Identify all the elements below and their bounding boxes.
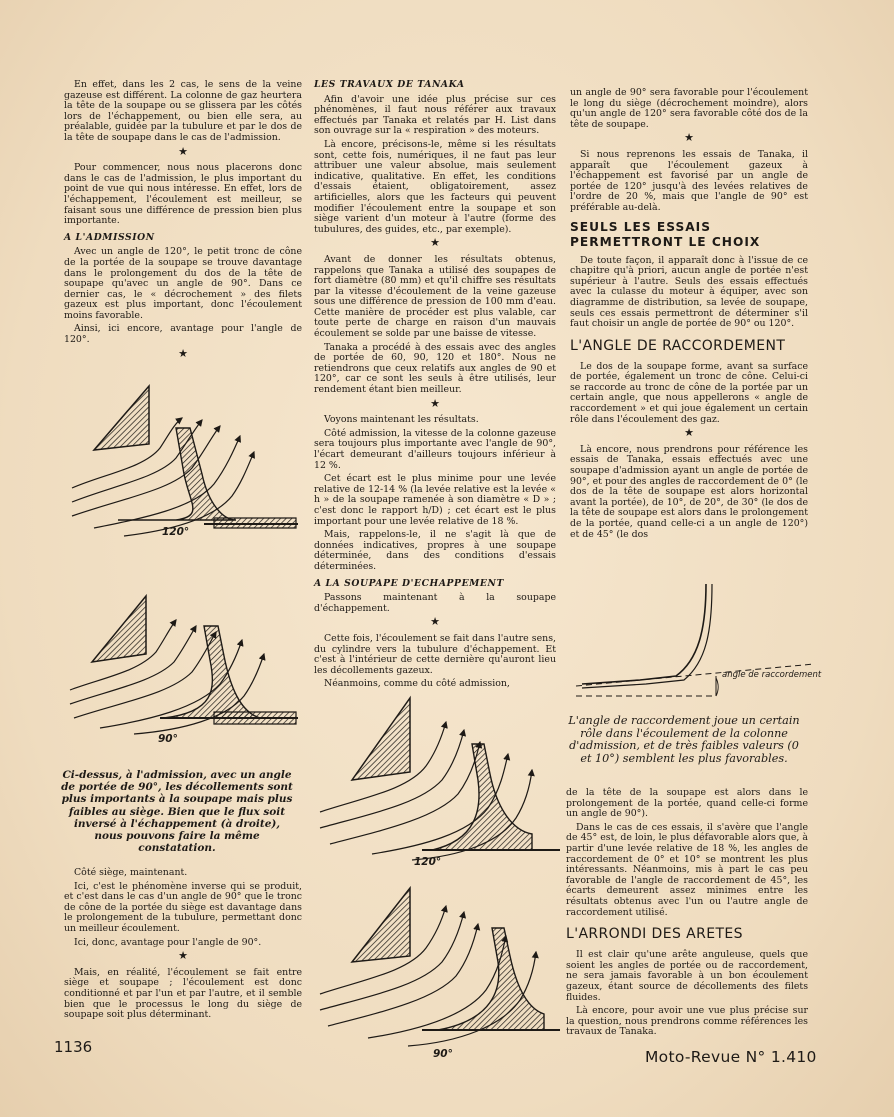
figure-admission-90	[64, 586, 300, 738]
figure-caption-left: Ci-dessus, à l'admission, avec un angle de portée de 90°, les décollements sont plus importants à la soupape mais plus faibles au siège. Bien que le flux soit inversé à l'échappement (à droite), nous pouvons faire la même constatation.	[61, 769, 293, 855]
paragraph: Dans le cas de ces essais, il s'avère que l'angle de 45° est, de loin, le plus défavorable alors que, à partir d'une levée relative de 18 %, les angles de raccordement de 0° et 10° se montrent les plus intéressants. Néanmoins, mis à part le cas peu favorable de l'angle de raccordement de 45°, les écarts demeurent assez minimes entre les résultats obtenus avec l'un ou l'autre angle de raccordement utilisé.	[566, 821, 808, 918]
star-separator: ★	[178, 949, 188, 963]
paragraph: Ici, c'est le phénomène inverse qui se produit, et c'est dans le cas d'un angle de 90° que le tronc de cône de la portée du siège est davantage dans le prolongement de la tubulure, permettant donc un meilleur écoulement.	[64, 880, 302, 934]
figure-label-exhaust-120: 120°	[414, 856, 442, 868]
column-middle	[314, 80, 556, 693]
paragraph: Avant de donner les résultats obtenus, rappelons que Tanaka a utilisé des soupapes de fort diamètre (80 mm) et qu'il chiffre ses résultats par la vitesse d'écoulement de la veine gazeuse sous une différence de pression de 100 mm d'eau. Cette manière de procéder est plus valable, car toute perte de charge en raison d'un mauvais écoulement se solde par une baisse de vitesse.	[314, 253, 556, 340]
star-separator: ★	[178, 144, 188, 158]
paragraph: Il est clair qu'une arête anguleuse, quels que soient les angles de portée ou de raccordement, ne sera jamais favorable à un bon écoulement gazeux, étant source de décollements des filets fluides.	[566, 949, 808, 1003]
paragraph: Côté siège, maintenant.	[74, 867, 188, 878]
paragraph: De toute façon, il apparaît donc à l'issue de ce chapitre qu'à priori, aucun angle de portée n'est supérieur à l'autre. Seuls des essais effectués avec la culasse du moteur à équiper, avec son diagramme de distribution, sa levée de soupape, seuls ces essais permettront de déterminer s'il faut choisir un angle de portée de 90° ou 120°.	[570, 254, 808, 330]
figure-label-120: 120°	[162, 526, 190, 538]
paragraph: Mais, en réalité, l'écoulement se fait entre siège et soupape ; l'écoulement est donc conditionné et par l'un et par l'autre, et il semble bien que le processus le long du siège de soupape soit plus déterminant.	[64, 966, 302, 1021]
figure-label-raccordement: angle de raccordement	[722, 670, 822, 680]
heading-seuls-les-essais: SEULS LES ESSAIS PERMETTRONT LE CHOIX	[570, 219, 761, 249]
paragraph: Là encore, précisons-le, même si les résultats sont, cette fois, numériques, il ne faut pas leur attribuer une valeur absolue, mais seulement indicative, qualitative. En effet, les conditions d'essais étaient, obligatoirement, assez artificielles, alors que les facteurs qui peuvent modifier l'écoulement entre la soupape et son siège varient d'un moteur à l'autre (forme des tubulures, des guides, etc., par exemple).	[314, 138, 556, 235]
heading-arrondi-des-aretes: L'ARRONDI DES ARETES	[566, 926, 743, 943]
figure-label-90: 90°	[158, 733, 178, 745]
column-right	[570, 88, 808, 543]
paragraph: En effet, dans les 2 cas, le sens de la veine gazeuse est différent. La colonne de gaz heurtera la tête de la soupape ou se glissera par les côtés lors de l'échappement, ou bien elle sera, au préalable, guidée par la tubulure et par le dos de la tête de soupape dans le cas de l'admission.	[64, 79, 302, 143]
paragraph: Là encore, pour avoir une vue plus précise sur la question, nous prendrons comme références les travaux de Tanaka.	[566, 1005, 808, 1038]
paragraph: Cette fois, l'écoulement se fait dans l'autre sens, du cylindre vers la tubulure d'échappement. Et c'est à l'intérieur de cette dernière qu'auront lieu les décollements gazeux.	[314, 632, 556, 676]
figure-exhaust-120	[312, 694, 562, 862]
section-heading-echappement: A LA SOUPAPE D'ECHAPPEMENT	[314, 577, 504, 589]
figure-exhaust-90	[312, 880, 562, 1050]
star-separator: ★	[430, 615, 440, 629]
section-heading-tanaka: LES TRAVAUX DE TANAKA	[314, 79, 465, 90]
figure-admission-120	[64, 378, 300, 544]
column-right-lower	[566, 788, 808, 1041]
paragraph: Voyons maintenant les résultats.	[324, 414, 479, 426]
paragraph: Côté admission, la vitesse de la colonne gazeuse sera toujours plus importante avec l'angle de 90°, l'écart demeurant d'ailleurs toujours inférieur à 12 %.	[314, 427, 556, 471]
star-separator: ★	[178, 346, 188, 360]
paragraph: Cet écart est le plus minime pour une levée relative de 12-14 % (la levée relative est la levée « h » de la soupape ramenée à son diamètre « D » ; c'est donc le rapport h/D) ; cet écart est le plus important pour une levée relative de 18 %.	[314, 473, 556, 527]
column-left-lower	[64, 868, 302, 1024]
page-number: 1136	[54, 1038, 93, 1056]
paragraph: un angle de 90° sera favorable pour l'écoulement le long du siège (décrochement moindre), alors qu'un angle de 120° sera favorable côté dos de la tête de soupape.	[570, 87, 808, 130]
paragraph: de la tête de la soupape est alors dans le prolongement de la portée, quand celle-ci forme un angle de 90°).	[566, 787, 808, 820]
paragraph: Si nous reprenons les essais de Tanaka, il apparaît que l'écoulement gazeux à l'échappement est favorisé par un angle de portée de 120° jusqu'à des levées relatives de l'ordre de 20 %, mais que l'angle de 90° est préférable au-delà.	[570, 148, 808, 213]
figure-label-exhaust-90: 90°	[433, 1048, 453, 1060]
paragraph: Pour commencer, nous nous placerons donc dans le cas de l'admission, le plus important du point de vue qui nous intéresse. En effet, lors de l'échappement, l'écoulement est meilleur, se faisant sous une différence de pression bien plus importante.	[64, 162, 302, 227]
magazine-issue: Moto-Revue N° 1.410	[645, 1048, 817, 1066]
paragraph: Ainsi, ici encore, avantage pour l'angle de 120°.	[64, 323, 302, 346]
paragraph: Le dos de la soupape forme, avant sa surface de portée, également un tronc de cône. Celui-ci se raccorde au tronc de cône de la portée par un certain angle, que nous appellerons « angle de raccordement » et qui joue également un certain rôle dans l'écoulement des gaz.	[570, 360, 808, 425]
column-left	[64, 80, 302, 365]
star-separator: ★	[684, 426, 694, 440]
star-separator: ★	[430, 396, 440, 410]
paragraph: Ici, donc, avantage pour l'angle de 90°.	[74, 936, 262, 948]
paragraph: Avec un angle de 120°, le petit tronc de cône de la portée de la soupape se trouve davantage dans le prolongement du dos de la tête de soupape qu'avec un angle de 90°. Dans ce dernier cas, le « décrochement » des filets gazeux est plus important, donc l'écoulement moins favorable.	[64, 246, 302, 321]
star-separator: ★	[430, 236, 440, 250]
paragraph: Là encore, nous prendrons pour référence les essais de Tanaka, essais effectués avec une soupape d'admission ayant un angle de portée de 90°, et pour des angles de raccordement de 0° (le dos de la tête de soupape est alors horizontal avant la portée), de 10°, de 20°, de 30° (le dos de la tête de soupape est alors dans le prolongement de la portée, quand celle-ci a un angle de 120°) et de 45° (le dos	[570, 443, 808, 540]
paragraph: Tanaka a procédé à des essais avec des angles de portée de 60, 90, 120 et 180°. Nous ne retiendrons que ceux relatifs aux angles de 90 et 120°, car ce sont les seuls à être utilisés, leur rendement étant bien meilleur.	[314, 341, 556, 396]
figure-caption-right: L'angle de raccordement joue un certain rôle dans l'écoulement de la colonne d'admission, et de très faibles valeurs (0 et 10°) semblent les plus favorables.	[568, 714, 800, 765]
figure-angle-raccordement	[566, 580, 828, 712]
paragraph: Passons maintenant à la soupape d'échappement.	[314, 592, 556, 614]
paragraph: Mais, rappelons-le, il ne s'agit là que de données indicatives, propres à une soupape déterminée, dans des conditions d'essais déterminées.	[314, 529, 556, 572]
paragraph: Afin d'avoir une idée plus précise sur ces phénomènes, il faut nous référer aux travaux effectués par Tanaka et relatés par H. List dans son ouvrage sur la « respiration » des moteurs.	[314, 93, 556, 137]
heading-angle-de-raccordement: L'ANGLE DE RACCORDEMENT	[570, 337, 786, 354]
paragraph: Néanmoins, comme du côté admission,	[324, 678, 510, 690]
star-separator: ★	[684, 131, 694, 145]
section-heading-admission: A L'ADMISSION	[64, 231, 155, 243]
